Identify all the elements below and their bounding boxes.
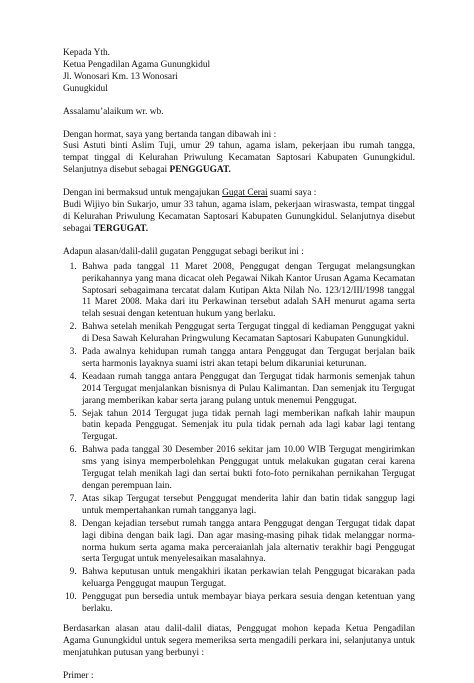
reasons-list [63, 262, 415, 616]
address-street: Jl. Wonosari Km. 13 Wonosari [63, 71, 178, 82]
list-item: 6. Bahwa pada tanggal 30 Desember 2016 sekitar jam 10.00 WIB Tergugat mengirimkan sms yang isinya memperbolehkan Penggugat untuk melakukan gugatan cerai karena Tergugat telah menikah lagi dan sertai bukti foto-foto pernikahan pernikahan Tergugat dengan perempuan lain. [79, 445, 415, 493]
primer-heading: Primer : [63, 670, 94, 681]
defendant-section [63, 188, 415, 236]
list-item: 2. Bahwa setelah menikah Penggugat serta Tergugat tinggal di kediaman Penggugat yakni di Desa Sawah Kelurahan Pringwulung Kecamatan Saptosari Kabupaten Gunungkidul. [79, 322, 415, 346]
list-item: 10. Penggugat pun bersedia untuk membayar biaya perkara sesuia dengan ketentuan yang berlaku. [79, 592, 415, 616]
letter-page [63, 48, 415, 683]
list-item: 9. Bahwa keputusan untuk mengakhiri ikatan perkawian telah Penggugat bicarakan pada keluarga Penggugat maupun Tergugat. [79, 567, 415, 591]
plaintiff-details-text: Susi Astuti binti Aslim Tuji, umur 29 tahun, agama islam, pekerjaan ibu rumah tangga, tempat tinggal di Kelurahan Priwulung Kecamatan Saptosari Kabupaten Gunungkidul. Selanjutnya disebut sebagai [63, 141, 415, 176]
closing-paragraph: Berdasarkan alasan atau dalil-dalil diatas, Penggugat mohon kepada Ketua Pengadilan Agama Gunungkidul untuk segera memeriksa serta mengadili perkara ini, selanjutanya untuk menjatuhkan putusan yang berbunyi : [63, 623, 415, 658]
list-item: 5. Sejak tahun 2014 Tergugat juga tidak pernah lagi memberikan nafkah lahir maupun batin kepada Penggugat. Semenjak itu pula tidak pernah ada lagi kabar lagi tentang Tergugat. [79, 409, 415, 445]
plaintiff-role: PENGGUGAT. [169, 165, 231, 176]
defendant-intro-pre: Dengan ini bermaksud untuk mengajukan [63, 188, 223, 199]
list-item: 3. Pada awalnya kehidupan rumah tangga antara Penggugat dan Tergugat berjalan baik serta harmonis layaknya suami istri akan tetapi belum dikaruniai keturunan. [79, 347, 415, 371]
address-recipient: Ketua Pengadilan Agama Gunungkidul [63, 59, 211, 70]
reasons-intro: Adapun alasan/dalil-dalil gugatan Penggugat sebagi berikut ini : [63, 246, 304, 257]
plaintiff-section [63, 130, 415, 178]
list-item: 4. Keadaan rumah tangga antara Penggugat dan Tergugat tidak harmonis semenjak tahun 2014 Tergugat menjalankan bisnisnya di Pulau Kalimantan. Dan semenjak itu Tergugat jarang memberikan kabar serta jarang pulang untuk menemui Penggugat. [79, 372, 415, 408]
address-to: Kepada Yth. [63, 48, 111, 58]
defendant-role: TERGUGAT. [93, 223, 149, 234]
gugat-cerai-link[interactable]: Gugat Cerai [222, 188, 268, 199]
defendant-intro [63, 188, 415, 200]
list-item: 1. Bahwa pada tanggal 11 Maret 2008, Penggugat dengan Tergugat melangsungkan perikahannya yang mana dicacat oleh Pegawai Nikah Kantor Urusan Agama Kecamatan Saptosari sebagaimana tercatat dalam Kutipan Akta Nilah No. 123/12/III/1998 tanggal 11 Maret 2008. Maka dari itu Perkawinan tersebut adalah SAH menurut agama serta telah sesuai dengan ketentuan hukum yang berlaku. [79, 262, 415, 322]
defendant-details-text: Budi Wijiyo bin Sukarjo, umur 33 tahun, agama islam, pekerjaan wiraswasta, tempat tinggal di Kelurahan Priwulung Kecamatan Saptosari Kabupaten Gunungkidul. Selanjutnya disebut sebagai [63, 200, 415, 234]
address-block [63, 48, 415, 96]
plaintiff-details [63, 141, 415, 177]
list-item: 8. Dengan kejadian tersebut rumah tangga antara Penggugat dengan Tergugat tidak dapat lagi dibina dengan baik lagi. Dan agar masing-masing pihak tidak melanggar norma-norma hukum serta agama maka perceraianlah jala alternativ terakhir bagi Penggugat serta Tergugat untuk menyelesaikan masalahnya. [79, 519, 415, 567]
list-item: 7. Atas sikap Tergugat tersebut Penggugat menderita lahir dan batin tidak sanggup lagi untuk mempertahankan rumah tangganya lagi. [79, 494, 415, 518]
defendant-details [63, 200, 415, 236]
address-city: Gunugkidul [63, 83, 108, 94]
greeting: Assalamu’alaikum wr. wb. [63, 106, 164, 117]
plaintiff-intro: Dengan hormat, saya yang bertanda tangan dibawah ini : [63, 129, 277, 140]
defendant-intro-post: suami saya : [267, 188, 317, 199]
